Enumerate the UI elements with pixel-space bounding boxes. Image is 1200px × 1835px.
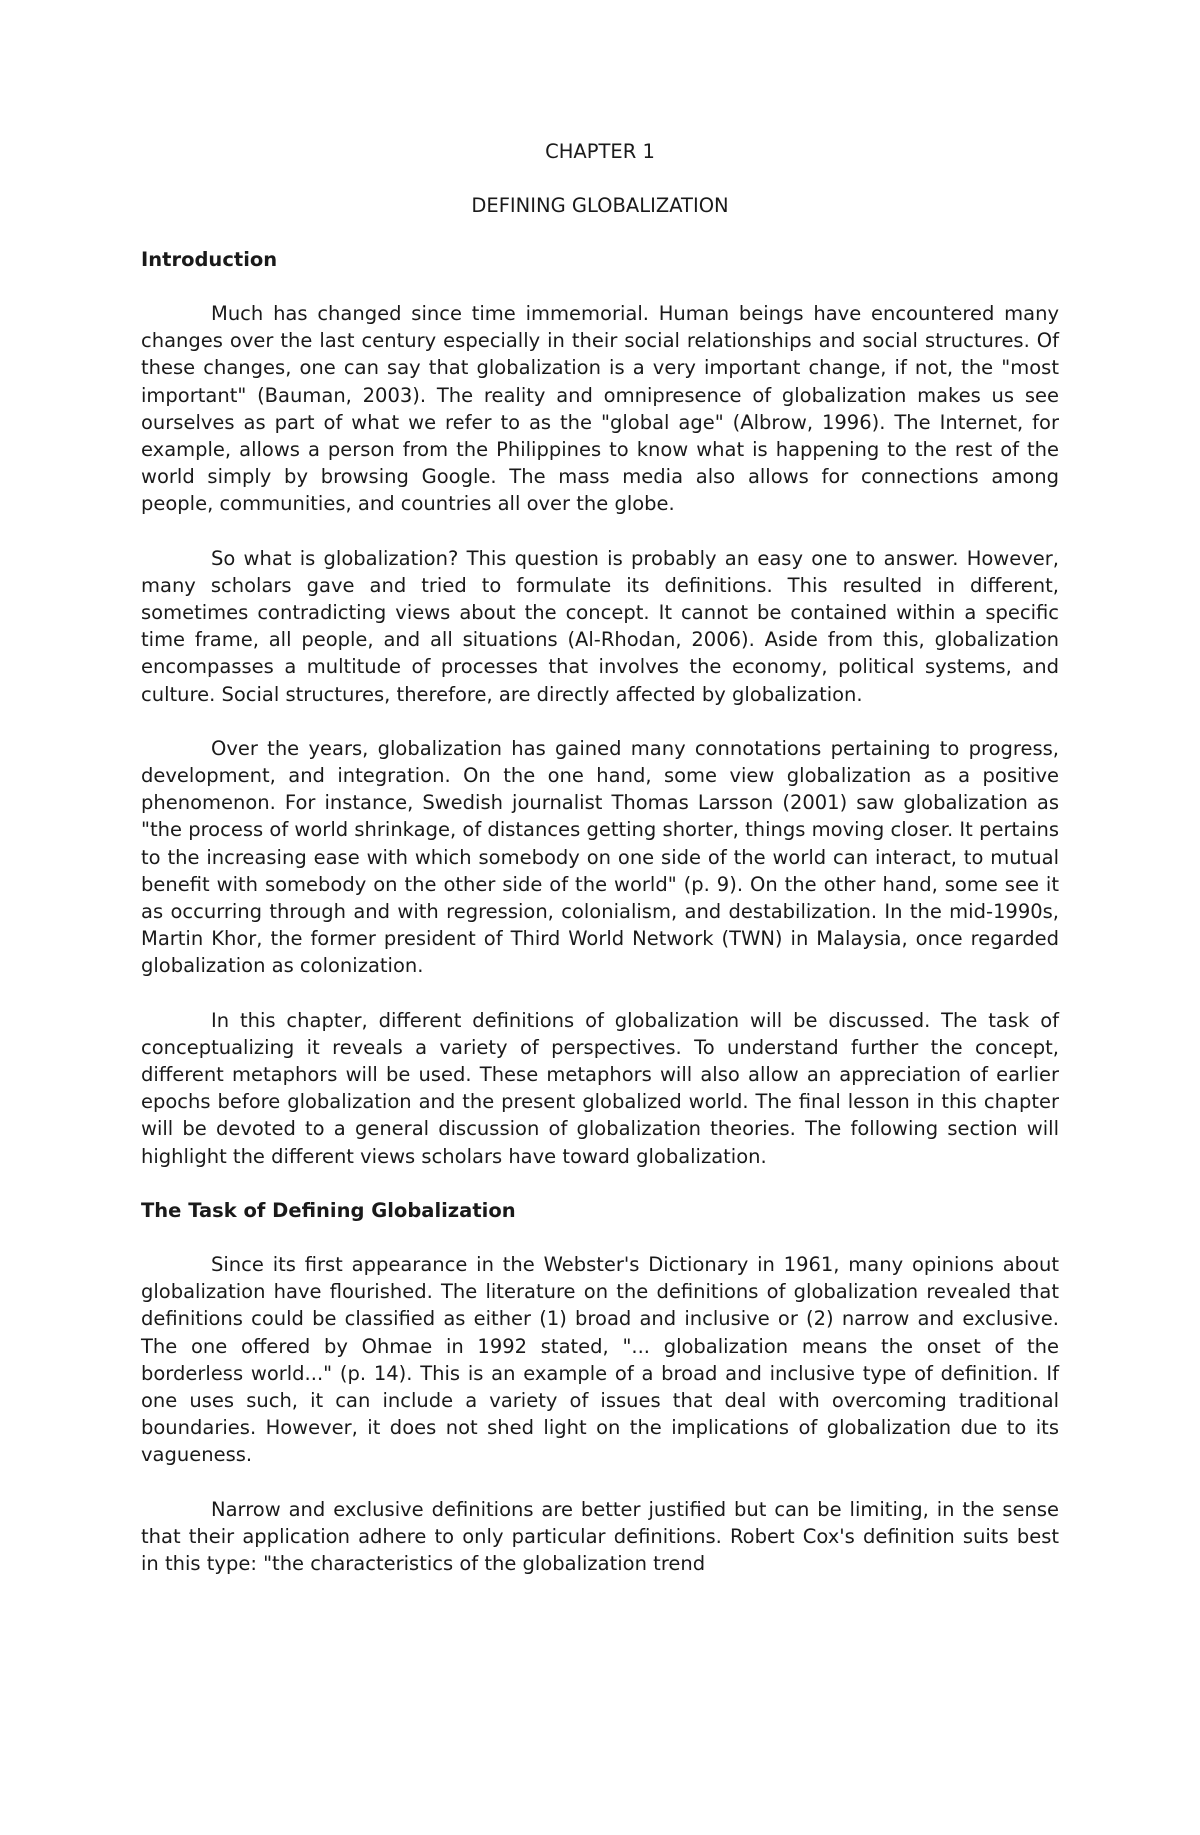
- paragraph: Narrow and exclusive definitions are better justified but can be limiting, in the sense that their application adhere to only particular definitions. Robert Cox's definition suits best in this type: "the characteristics of the globalization trend: [141, 1497, 1059, 1575]
- chapter-label: CHAPTER 1: [545, 140, 655, 163]
- paragraph: Much has changed since time immemorial. Human beings have encountered many changes over the last century especially in their social relationships and social structures. Of these changes, one can say that globalization is a very important change, if not, the "most important" (Bauman, 2003). The reality and omnipresence of globalization makes us see ourselves as part of what we refer to as the "global age" (Albrow, 1996). The Internet, for example, allows a person from the Philippines to know what is happening to the rest of the world simply by browsing Google. The mass media also allows for connections among people, communities, and countries all over the globe.: [141, 302, 1059, 516]
- section-heading-introduction: Introduction: [141, 248, 278, 271]
- section-heading-task-of-defining: The Task of Defining Globalization: [141, 1198, 516, 1222]
- document-page: [141, 138, 1059, 1604]
- paragraph: In this chapter, different definitions of globalization will be discussed. The task of conceptualizing it reveals a variety of perspectives. To understand further the concept, different metaphors will be used. These metaphors will also allow an appreciation of earlier epochs before globalization and the present globalized world. The final lesson in this chapter will be devoted to a general discussion of globalization theories. The following section will highlight the different views scholars have toward globalization.: [141, 1008, 1059, 1168]
- paragraph: Over the years, globalization has gained many connotations pertaining to progress, development, and integration. On the one hand, some view globalization as a positive phenomenon. For instance, Swedish journalist Thomas Larsson (2001) saw globalization as "the process of world shrinkage, of distances getting shorter, things moving closer. It pertains to the increasing ease with which somebody on one side of the world can interact, to mutual benefit with somebody on the other side of the world" (p. 9). On the other hand, some see it as occurring through and with regression, colonialism, and destabilization. In the mid-1990s, Martin Khor, the former president of Third World Network (TWN) in Malaysia, once regarded globalization as colonization.: [141, 736, 1059, 978]
- paragraph: Since its first appearance in the Webster's Dictionary in 1961, many opinions about globalization have flourished. The literature on the definitions of globalization revealed that definitions could be classified as either (1) broad and inclusive or (2) narrow and exclusive. The one offered by Ohmae in 1992 stated, "... globalization means the onset of the borderless world..." (p. 14). This is an example of a broad and inclusive type of definition. If one uses such, it can include a variety of issues that deal with overcoming traditional boundaries. However, it does not shed light on the implications of globalization due to its vagueness.: [141, 1252, 1059, 1467]
- chapter-title: DEFINING GLOBALIZATION: [471, 194, 729, 217]
- paragraph: So what is globalization? This question is probably an easy one to answer. However, many scholars gave and tried to formulate its definitions. This resulted in different, sometimes contradicting views about the concept. It cannot be contained within a specific time frame, all people, and all situations (Al-Rhodan, 2006). Aside from this, globalization encompasses a multitude of processes that involves the economy, political systems, and culture. Social structures, therefore, are directly affected by globalization.: [141, 546, 1059, 706]
